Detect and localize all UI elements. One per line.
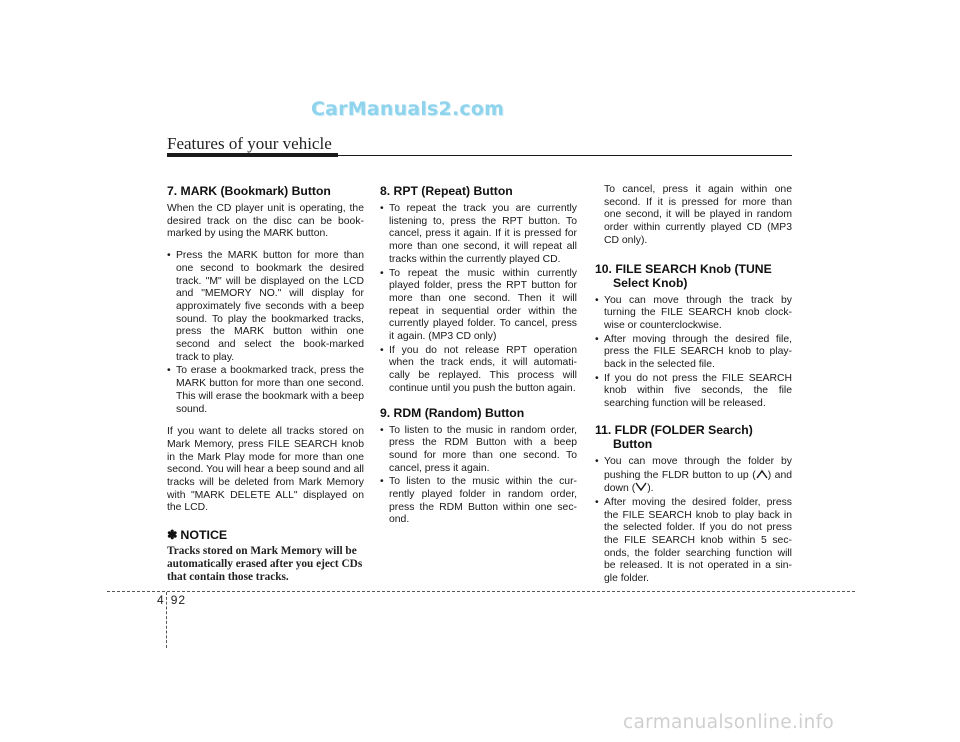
notice-title-label: NOTICE (180, 528, 228, 543)
notice-text: Tracks stored on Mark Memory will be automatically erased after you eject CDs that contain those tracks. (167, 544, 363, 583)
mark-bullet-list (167, 250, 364, 416)
notice-title (167, 529, 364, 542)
page-number (157, 593, 186, 607)
mark-button-heading: 7. MARK (Bookmark) Button (167, 184, 331, 198)
rpt-button-heading: 8. RPT (Repeat) Button (380, 184, 513, 198)
chevron-up-icon (756, 469, 768, 479)
list-item: • Press the MARK button for more than one second to bookmark the desired track. "M" will be displayed on the LCD and "MEMORY NO." will display for approximately five seconds with a beep sound. To play the bookmarked tracks, press the MARK button within one second and select the book-marked track to play. (167, 250, 364, 363)
bullet-glyph: • (380, 267, 384, 279)
bullet-glyph: • (380, 424, 384, 436)
footer-dashed-rule (107, 591, 855, 592)
file-search-heading: 10. FILE SEARCH Knob (TUNE Select Knob) (595, 261, 772, 290)
file-search-bullet-list (595, 295, 792, 411)
list-item: • After moving the desired folder, press the FILE SEARCH knob to play back in the selected folder. If you do not press the FILE SEARCH knob within 5 sec-onds, the folder searching function will be released. It is not operated in a sin-gle folder. (595, 496, 792, 585)
watermark-carmanuals2: CarManuals2.com (311, 98, 505, 120)
header-rule-thin (338, 155, 792, 156)
list-item: • If you do not press the FILE SEARCH knob within five seconds, the file searching function will be released. (595, 372, 792, 410)
notice-asterisk-icon: ✽ (167, 528, 178, 543)
list-item: • To repeat the track you are currently listening to, press the RPT button. To cancel, press it again. If it is pressed for more than one second, it will repeat all tracks within the currently played CD. (380, 203, 577, 265)
bullet-glyph: • (595, 333, 599, 345)
list-item: • To erase a bookmarked track, press the MARK button for more than one second. This will erase the bookmark with a beep sound. (167, 365, 364, 415)
page-number-value: 92 (170, 593, 187, 607)
fldr-search-heading: 11. FLDR (FOLDER Search) Button (595, 422, 753, 451)
list-item: • You can move through the track by turning the FILE SEARCH knob clock-wise or counterclockwise. (595, 294, 792, 331)
chevron-down-icon (635, 482, 647, 492)
page-header-title: Features of your vehicle (167, 134, 332, 153)
rdm-continued-text: To cancel, press it again within one second. If it is pressed for more than one second, it will be played in random order within currently played CD (MP3 CD only). (604, 184, 792, 246)
list-item: • To repeat the music within currently played folder, press the RPT button for more than one second. Then it will repeat in sequential order within the currently played folder. To cancel, press it again. (MP3 CD only) (380, 267, 577, 343)
fldr-bullet-list (595, 456, 792, 586)
mark-intro-text: When the CD player unit is operating, the desired track on the disc can be book-marked by using the MARK button. (167, 203, 364, 240)
watermark-carmanualsonline: carmanualsonline.info (623, 712, 835, 733)
rdm-button-heading: 9. RDM (Random) Button (380, 405, 525, 420)
list-item: • To listen to the music in random order, press the RDM Button with a beep sound for more than one second. To cancel, press it again. (380, 424, 577, 474)
bullet-glyph: • (380, 344, 384, 356)
list-item: • After moving through the desired file, press the FILE SEARCH knob to play-back in the selected file. (595, 333, 792, 371)
list-item: • You can move through the folder by pushing the FLDR button to up ( ) and down ( ). (595, 455, 793, 495)
bullet-glyph: • (380, 476, 384, 488)
column-3 (595, 184, 792, 596)
header-rule-thick (167, 153, 338, 157)
bullet-glyph: • (595, 294, 599, 306)
bullet-glyph: • (595, 372, 599, 384)
bullet-glyph: • (380, 203, 384, 214)
list-item: • If you do not release RPT operation when the track ends, it will automati-cally be replayed. This process will continue until you push the button again. (380, 344, 577, 394)
column-2 (380, 184, 577, 537)
mark-delete-text: If you want to delete all tracks stored on Mark Memory, press FILE SEARCH knob in the Mark Play mode for more than one second. You will hear a beep sound and all tracks will be deleted from Mark Memory with "MARK DELETE ALL" displayed on the LCD. (167, 426, 364, 514)
chapter-number: 4 (157, 593, 165, 607)
bullet-glyph: • (595, 496, 599, 508)
bullet-glyph: • (595, 455, 599, 467)
bullet-glyph: • (167, 250, 171, 262)
list-item: • To listen to the music within the cur-rently played folder in random order, press the RDM Button within one sec-ond. (380, 476, 577, 526)
bullet-glyph: • (167, 365, 171, 377)
rpt-bullet-list (380, 203, 577, 396)
column-1 (167, 184, 364, 584)
rdm-bullet-list (380, 425, 577, 528)
